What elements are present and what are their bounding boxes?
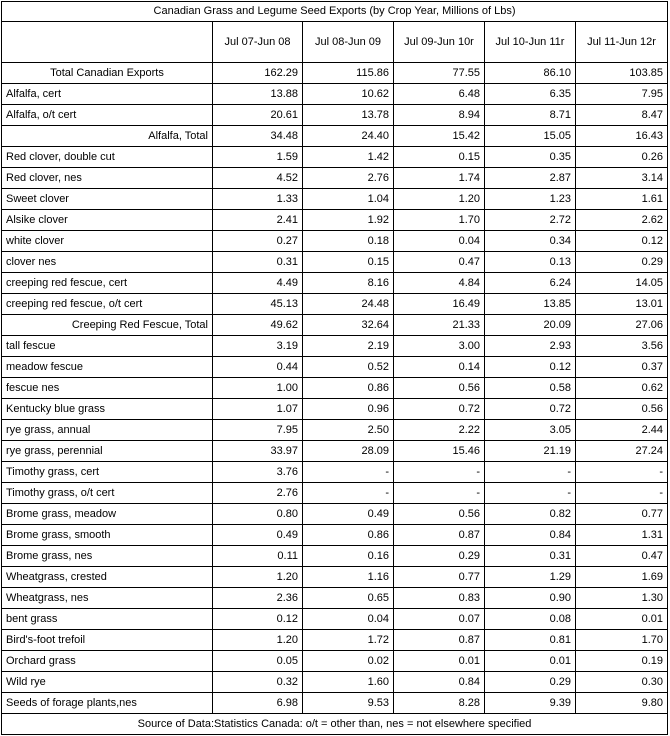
row-label: Alsike clover (2, 210, 213, 231)
row-label: Orchard grass (2, 651, 213, 672)
row-label: Timothy grass, o/t cert (2, 483, 213, 504)
value-cell: 1.20 (213, 567, 303, 588)
value-cell: 13.88 (213, 84, 303, 105)
value-cell: 0.01 (394, 651, 485, 672)
value-cell: 0.15 (394, 147, 485, 168)
value-cell: 0.04 (303, 609, 394, 630)
value-cell: 0.80 (213, 504, 303, 525)
table-row (2, 441, 668, 462)
value-cell: 0.86 (303, 378, 394, 399)
value-cell: 4.52 (213, 168, 303, 189)
value-cell: 49.62 (213, 315, 303, 336)
value-cell: 1.60 (303, 672, 394, 693)
value-cell: 0.72 (394, 399, 485, 420)
table-row (2, 294, 668, 315)
value-cell: 0.26 (576, 147, 668, 168)
value-cell: 0.29 (576, 252, 668, 273)
row-label: Brome grass, meadow (2, 504, 213, 525)
value-cell: 20.61 (213, 105, 303, 126)
row-label: Creeping Red Fescue, Total (2, 315, 213, 336)
value-cell: 1.00 (213, 378, 303, 399)
table-row (2, 399, 668, 420)
value-cell: 24.40 (303, 126, 394, 147)
value-cell: 0.12 (485, 357, 576, 378)
value-cell: 27.24 (576, 441, 668, 462)
table-row (2, 546, 668, 567)
row-label: creeping red fescue, cert (2, 273, 213, 294)
value-cell: 15.42 (394, 126, 485, 147)
row-label: Kentucky blue grass (2, 399, 213, 420)
table-row (2, 105, 668, 126)
value-cell: 27.06 (576, 315, 668, 336)
row-label: Brome grass, smooth (2, 525, 213, 546)
value-cell: 1.31 (576, 525, 668, 546)
table-row (2, 693, 668, 714)
row-label: Brome grass, nes (2, 546, 213, 567)
column-header: Jul 10-Jun 11r (485, 22, 576, 63)
value-cell: 2.44 (576, 420, 668, 441)
value-cell: - (485, 462, 576, 483)
table-title: Canadian Grass and Legume Seed Exports (by Crop Year, Millions of Lbs) (2, 2, 668, 22)
value-cell: 0.52 (303, 357, 394, 378)
value-cell: 0.15 (303, 252, 394, 273)
value-cell: 16.43 (576, 126, 668, 147)
value-cell: 0.77 (576, 504, 668, 525)
table-row (2, 567, 668, 588)
value-cell: 2.87 (485, 168, 576, 189)
value-cell: 45.13 (213, 294, 303, 315)
table-row (2, 336, 668, 357)
row-label: Alfalfa, o/t cert (2, 105, 213, 126)
value-cell: 0.01 (485, 651, 576, 672)
value-cell: 103.85 (576, 63, 668, 84)
source-note: Source of Data:Statistics Canada: o/t = other than, nes = not elsewhere specified (2, 714, 668, 735)
value-cell: - (303, 483, 394, 504)
row-label: Total Canadian Exports (2, 63, 213, 84)
value-cell: 2.62 (576, 210, 668, 231)
value-cell: 86.10 (485, 63, 576, 84)
value-cell: 0.47 (576, 546, 668, 567)
value-cell: 0.29 (485, 672, 576, 693)
row-label: rye grass, annual (2, 420, 213, 441)
row-label: Red clover, double cut (2, 147, 213, 168)
table-row (2, 84, 668, 105)
corner-cell (2, 22, 213, 63)
value-cell: 13.01 (576, 294, 668, 315)
value-cell: 162.29 (213, 63, 303, 84)
value-cell: 3.76 (213, 462, 303, 483)
value-cell: 4.84 (394, 273, 485, 294)
value-cell: 21.33 (394, 315, 485, 336)
table-row (2, 651, 668, 672)
value-cell: 0.31 (213, 252, 303, 273)
row-label: Wheatgrass, nes (2, 588, 213, 609)
value-cell: 32.64 (303, 315, 394, 336)
value-cell: 115.86 (303, 63, 394, 84)
seed-exports-table (1, 1, 668, 735)
value-cell: 34.48 (213, 126, 303, 147)
value-cell: 7.95 (576, 84, 668, 105)
value-cell: 1.69 (576, 567, 668, 588)
value-cell: 8.47 (576, 105, 668, 126)
value-cell: 4.49 (213, 273, 303, 294)
value-cell: 0.56 (394, 504, 485, 525)
value-cell: 0.12 (213, 609, 303, 630)
value-cell: 33.97 (213, 441, 303, 462)
value-cell: 1.16 (303, 567, 394, 588)
table-row (2, 672, 668, 693)
row-label: Timothy grass, cert (2, 462, 213, 483)
value-cell: 0.27 (213, 231, 303, 252)
value-cell: 24.48 (303, 294, 394, 315)
value-cell: 2.72 (485, 210, 576, 231)
value-cell: 9.53 (303, 693, 394, 714)
value-cell: 0.62 (576, 378, 668, 399)
value-cell: 2.41 (213, 210, 303, 231)
value-cell: 0.86 (303, 525, 394, 546)
value-cell: 1.20 (213, 630, 303, 651)
value-cell: 0.07 (394, 609, 485, 630)
table-row (2, 378, 668, 399)
row-label: white clover (2, 231, 213, 252)
value-cell: 2.36 (213, 588, 303, 609)
value-cell: 1.92 (303, 210, 394, 231)
value-cell: 0.49 (213, 525, 303, 546)
row-label: clover nes (2, 252, 213, 273)
value-cell: 8.94 (394, 105, 485, 126)
table-row (2, 126, 668, 147)
value-cell: - (576, 462, 668, 483)
value-cell: 0.34 (485, 231, 576, 252)
value-cell: 0.02 (303, 651, 394, 672)
value-cell: 9.39 (485, 693, 576, 714)
value-cell: 1.74 (394, 168, 485, 189)
value-cell: 10.62 (303, 84, 394, 105)
value-cell: 0.84 (394, 672, 485, 693)
value-cell: 0.84 (485, 525, 576, 546)
table-row (2, 462, 668, 483)
column-header: Jul 09-Jun 10r (394, 22, 485, 63)
value-cell: 2.76 (303, 168, 394, 189)
value-cell: 3.14 (576, 168, 668, 189)
value-cell: 1.70 (576, 630, 668, 651)
value-cell: 13.78 (303, 105, 394, 126)
table-row (2, 273, 668, 294)
value-cell: 6.24 (485, 273, 576, 294)
value-cell: 0.44 (213, 357, 303, 378)
value-cell: 14.05 (576, 273, 668, 294)
value-cell: - (394, 483, 485, 504)
value-cell: 3.05 (485, 420, 576, 441)
value-cell: 1.70 (394, 210, 485, 231)
value-cell: 2.22 (394, 420, 485, 441)
value-cell: - (485, 483, 576, 504)
value-cell: 1.07 (213, 399, 303, 420)
value-cell: 0.05 (213, 651, 303, 672)
value-cell: 0.08 (485, 609, 576, 630)
row-label: Bird's-foot trefoil (2, 630, 213, 651)
row-label: Alfalfa, cert (2, 84, 213, 105)
value-cell: 3.19 (213, 336, 303, 357)
table-row (2, 315, 668, 336)
value-cell: 0.56 (576, 399, 668, 420)
row-label: Alfalfa, Total (2, 126, 213, 147)
table-row (2, 210, 668, 231)
value-cell: 13.85 (485, 294, 576, 315)
value-cell: 9.80 (576, 693, 668, 714)
header-row (2, 22, 668, 63)
value-cell: 2.19 (303, 336, 394, 357)
row-label: Seeds of forage plants,nes (2, 693, 213, 714)
value-cell: 0.72 (485, 399, 576, 420)
value-cell: 1.59 (213, 147, 303, 168)
value-cell: 0.35 (485, 147, 576, 168)
value-cell: 0.49 (303, 504, 394, 525)
value-cell: 0.65 (303, 588, 394, 609)
table-row (2, 483, 668, 504)
value-cell: 1.20 (394, 189, 485, 210)
table-row (2, 168, 668, 189)
column-header: Jul 07-Jun 08 (213, 22, 303, 63)
value-cell: 0.96 (303, 399, 394, 420)
value-cell: 2.76 (213, 483, 303, 504)
value-cell: 0.56 (394, 378, 485, 399)
value-cell: 0.31 (485, 546, 576, 567)
value-cell: 0.87 (394, 630, 485, 651)
value-cell: 15.05 (485, 126, 576, 147)
value-cell: 0.30 (576, 672, 668, 693)
row-label: bent grass (2, 609, 213, 630)
value-cell: 0.04 (394, 231, 485, 252)
value-cell: 0.47 (394, 252, 485, 273)
table-row (2, 609, 668, 630)
value-cell: 0.82 (485, 504, 576, 525)
row-label: Red clover, nes (2, 168, 213, 189)
table-row (2, 189, 668, 210)
value-cell: 0.90 (485, 588, 576, 609)
value-cell: 0.18 (303, 231, 394, 252)
value-cell: 6.35 (485, 84, 576, 105)
value-cell: 0.29 (394, 546, 485, 567)
table-row (2, 357, 668, 378)
table-row (2, 231, 668, 252)
row-label: fescue nes (2, 378, 213, 399)
row-label: creeping red fescue, o/t cert (2, 294, 213, 315)
value-cell: 1.30 (576, 588, 668, 609)
value-cell: 1.42 (303, 147, 394, 168)
value-cell: 20.09 (485, 315, 576, 336)
value-cell: 8.71 (485, 105, 576, 126)
row-label: tall fescue (2, 336, 213, 357)
value-cell: 21.19 (485, 441, 576, 462)
column-header: Jul 08-Jun 09 (303, 22, 394, 63)
value-cell: 0.83 (394, 588, 485, 609)
value-cell: 1.04 (303, 189, 394, 210)
row-label: Wild rye (2, 672, 213, 693)
value-cell: - (303, 462, 394, 483)
value-cell: 8.16 (303, 273, 394, 294)
value-cell: 0.13 (485, 252, 576, 273)
value-cell: - (576, 483, 668, 504)
table-row (2, 504, 668, 525)
table-row (2, 630, 668, 651)
value-cell: 2.50 (303, 420, 394, 441)
value-cell: 0.16 (303, 546, 394, 567)
row-label: rye grass, perennial (2, 441, 213, 462)
value-cell: 0.01 (576, 609, 668, 630)
value-cell: 8.28 (394, 693, 485, 714)
value-cell: 28.09 (303, 441, 394, 462)
row-label: Sweet clover (2, 189, 213, 210)
value-cell: 1.33 (213, 189, 303, 210)
value-cell: 6.98 (213, 693, 303, 714)
value-cell: 15.46 (394, 441, 485, 462)
value-cell: 0.14 (394, 357, 485, 378)
value-cell: 6.48 (394, 84, 485, 105)
value-cell: 16.49 (394, 294, 485, 315)
value-cell: 0.12 (576, 231, 668, 252)
value-cell: 0.81 (485, 630, 576, 651)
value-cell: - (394, 462, 485, 483)
column-header: Jul 11-Jun 12r (576, 22, 668, 63)
value-cell: 0.19 (576, 651, 668, 672)
table-row (2, 147, 668, 168)
value-cell: 77.55 (394, 63, 485, 84)
value-cell: 1.23 (485, 189, 576, 210)
table-row (2, 525, 668, 546)
value-cell: 3.56 (576, 336, 668, 357)
value-cell: 0.37 (576, 357, 668, 378)
table-row (2, 420, 668, 441)
table-row (2, 252, 668, 273)
value-cell: 0.77 (394, 567, 485, 588)
value-cell: 1.29 (485, 567, 576, 588)
value-cell: 1.61 (576, 189, 668, 210)
table-row (2, 588, 668, 609)
value-cell: 0.11 (213, 546, 303, 567)
row-label: meadow fescue (2, 357, 213, 378)
value-cell: 0.58 (485, 378, 576, 399)
value-cell: 2.93 (485, 336, 576, 357)
value-cell: 3.00 (394, 336, 485, 357)
value-cell: 1.72 (303, 630, 394, 651)
value-cell: 7.95 (213, 420, 303, 441)
row-label: Wheatgrass, crested (2, 567, 213, 588)
value-cell: 0.32 (213, 672, 303, 693)
value-cell: 0.87 (394, 525, 485, 546)
table-row (2, 63, 668, 84)
